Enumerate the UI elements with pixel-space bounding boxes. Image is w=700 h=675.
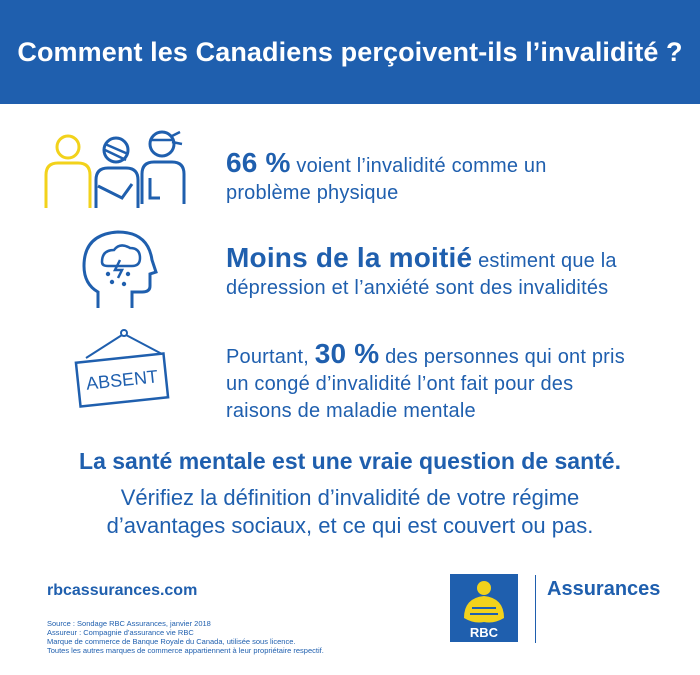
rbc-logo <box>450 574 518 642</box>
stat-physical-line1: voient l’invalidité comme un <box>290 155 547 177</box>
headline: La santé mentale est une vraie question de santé. <box>79 448 621 474</box>
logo-text: RBC <box>469 625 499 640</box>
stat-physical-lead: 66 % <box>226 147 291 178</box>
stat-leave-line1: des personnes qui ont pris <box>379 346 625 368</box>
injured-people-icon <box>40 128 190 210</box>
subline-line2: d’avantages sociaux, et ce qui est couvert ou pas. <box>106 513 594 538</box>
footnote-other-marks: Toutes les autres marques de commerce appartiennent à leur propriétaire respectif. <box>47 646 324 655</box>
header-banner <box>0 0 700 104</box>
stat-mental <box>226 244 617 302</box>
brand-name: Assurances <box>547 578 661 600</box>
footnote-source: Source : Sondage RBC Assurances, janvier 2018 <box>47 619 211 628</box>
stat-leave-line3: raisons de maladie mentale <box>226 400 476 422</box>
brand-divider <box>535 575 536 643</box>
stat-mental-line2: dépression et l’anxiété sont des invalidités <box>226 277 609 299</box>
absent-sign-text: ABSENT <box>85 366 159 394</box>
stat-leave <box>226 340 625 425</box>
storm-head-icon <box>80 228 158 310</box>
absent-sign-icon <box>72 328 172 412</box>
footnotes <box>47 619 324 655</box>
stat-mental-lead: Moins de la moitié <box>226 242 473 273</box>
footnote-trademark: Marque de commerce de Banque Royale du Canada, utilisée sous licence. <box>47 637 296 646</box>
stat-leave-lead: 30 % <box>314 338 380 369</box>
stat-leave-pre: Pourtant, <box>226 346 315 368</box>
stat-physical <box>226 149 547 207</box>
website-link[interactable]: rbcassurances.com <box>47 582 198 599</box>
stat-leave-line2: un congé d’invalidité l’ont fait pour des <box>226 373 574 395</box>
stat-physical-line2: problème physique <box>226 182 399 204</box>
stat-mental-line1: estiment que la <box>472 250 617 272</box>
subline-line1: Vérifiez la définition d’invalidité de votre régime <box>120 485 580 510</box>
page-title: Comment les Canadiens perçoivent-ils l’invalidité ? <box>17 36 683 67</box>
footnote-insurer: Assureur : Compagnie d’assurance vie RBC <box>47 628 194 637</box>
subline <box>0 484 700 540</box>
